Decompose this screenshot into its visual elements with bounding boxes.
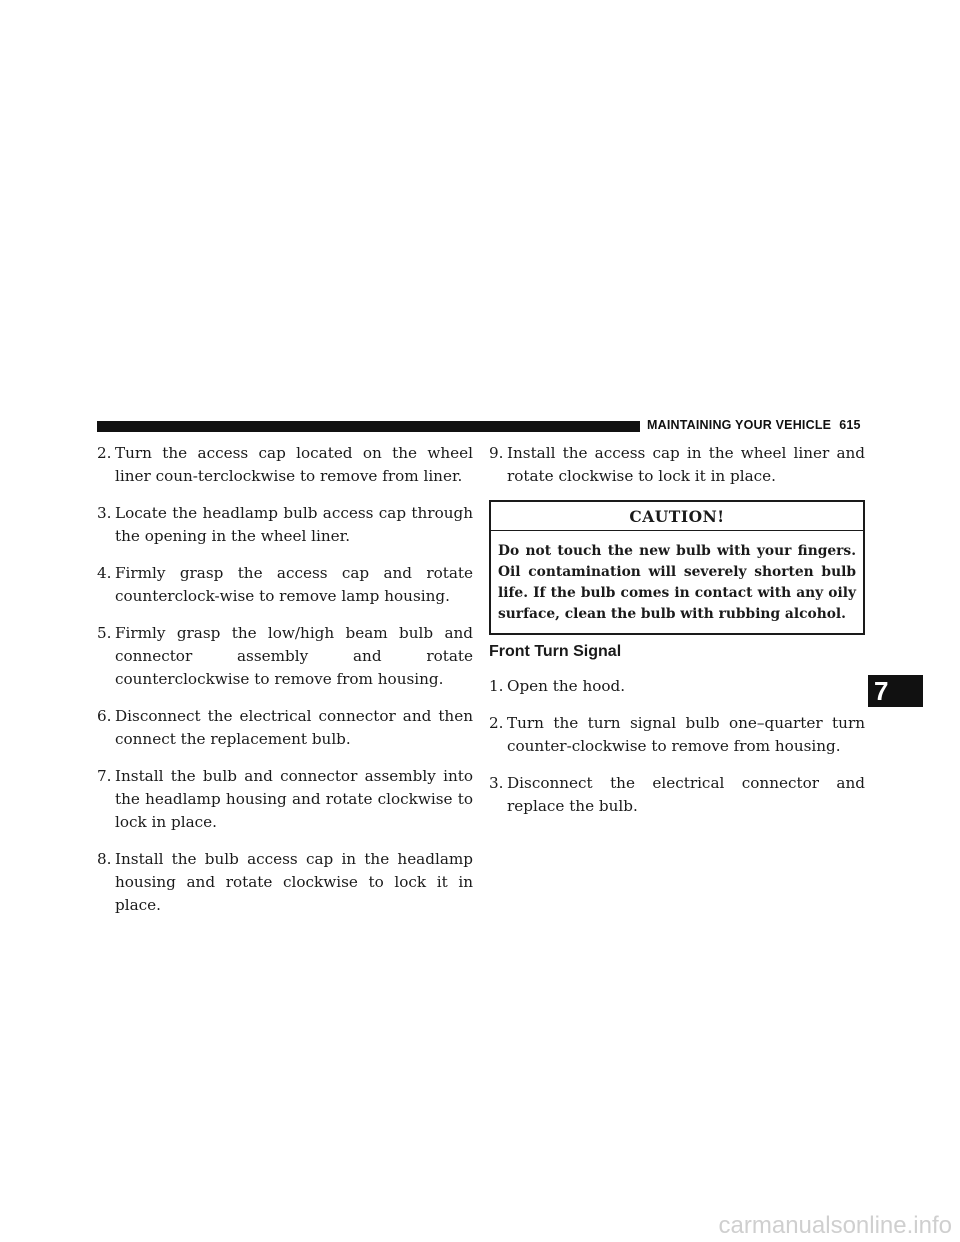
- caution-body: Do not touch the new bulb with your fingers. Oil contamination will severely shorten bulb life. If the bulb comes in contact with any oily surface, clean the bulb with rubbing alcohol.: [498, 543, 856, 622]
- left-step-list: [97, 442, 473, 917]
- step-number: 8.: [97, 850, 112, 868]
- step-number: 6.: [97, 707, 112, 725]
- step-text: Disconnect the electrical connector and replace the bulb.: [507, 774, 865, 815]
- step-number: 7.: [97, 767, 112, 785]
- header-title: [647, 418, 861, 432]
- header-bar: [97, 421, 640, 432]
- list-item: [97, 502, 473, 548]
- step-text: Install the bulb access cap in the headlamp housing and rotate clockwise to lock it in place.: [115, 850, 473, 914]
- step-text: Install the access cap in the wheel liner and rotate clockwise to lock it in place.: [507, 444, 865, 485]
- step-text: Firmly grasp the access cap and rotate counterclock-wise to remove lamp housing.: [115, 564, 473, 605]
- right-column: [489, 442, 865, 832]
- list-item: [97, 765, 473, 834]
- caution-box: [489, 500, 865, 635]
- left-column: [97, 442, 473, 931]
- list-item: [489, 712, 865, 758]
- step-text: Turn the turn signal bulb one–quarter turn counter-clockwise to remove from housing.: [507, 714, 865, 755]
- list-item: [489, 675, 865, 698]
- step-text: Disconnect the electrical connector and then connect the replacement bulb.: [115, 707, 473, 748]
- step-number: 2.: [97, 444, 112, 462]
- section-heading: Front Turn Signal: [489, 643, 622, 660]
- list-item: [97, 442, 473, 488]
- list-item: [97, 848, 473, 917]
- step-text: Install the bulb and connector assembly into the headlamp housing and rotate clockwise to lock in place.: [115, 767, 473, 831]
- step-number: 4.: [97, 564, 112, 582]
- list-item: [97, 622, 473, 691]
- chapter-tab: 7: [868, 675, 923, 707]
- list-item: [97, 562, 473, 608]
- step-text: Locate the headlamp bulb access cap through the opening in the wheel liner.: [115, 504, 473, 545]
- list-item: [489, 442, 865, 488]
- right-step-list: [489, 442, 865, 488]
- step-number: 2.: [489, 714, 504, 732]
- caution-title: CAUTION!: [491, 502, 863, 531]
- step-text: Turn the access cap located on the wheel liner coun-terclockwise to remove from liner.: [115, 444, 473, 485]
- list-item: [97, 705, 473, 751]
- step-number: 1.: [489, 677, 504, 695]
- page-number: 615: [839, 418, 861, 432]
- step-number: 3.: [489, 774, 504, 792]
- step-text: Open the hood.: [507, 677, 626, 695]
- watermark: carmanualsonline.info: [718, 1212, 952, 1239]
- step-number: 3.: [97, 504, 112, 522]
- step-text: Firmly grasp the low/high beam bulb and connector assembly and rotate counterclockwise to remove from housing.: [115, 624, 473, 688]
- chapter-title: MAINTAINING YOUR VEHICLE: [647, 418, 832, 432]
- list-item: [489, 772, 865, 818]
- step-number: 9.: [489, 444, 504, 462]
- turn-signal-step-list: [489, 675, 865, 818]
- step-number: 5.: [97, 624, 112, 642]
